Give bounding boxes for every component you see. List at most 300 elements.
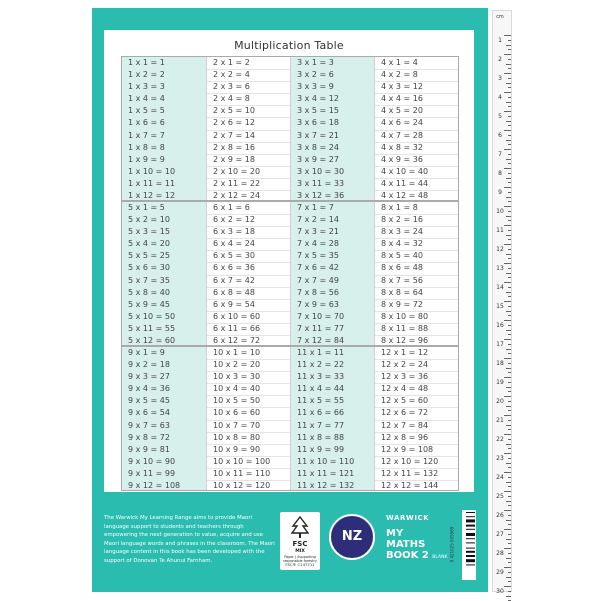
table-entry: 7 x 1 = 7 [297,203,334,212]
product-line-2: MATHS [386,539,426,550]
table-entry: 2 x 4 = 8 [213,94,250,104]
ruler-number: 11 [496,227,504,234]
ruler-tick [504,282,511,283]
table-entry: 5 x 2 = 10 [128,215,170,225]
ruler-tick [504,510,511,511]
ruler-subtick [508,239,511,240]
ruler-subtick [506,178,511,179]
table-entry: 6 x 12 = 72 [213,335,261,345]
ruler-number: 27 [496,531,504,538]
ruler-subtick [506,45,511,46]
fsc-logo [280,512,320,570]
ruler-subtick [506,368,511,369]
table-entry: 10 x 5 = 50 [213,396,261,406]
ruler-number: 29 [496,569,504,576]
ruler-subtick [506,444,511,445]
table-entry: 11 x 12 = 132 [297,480,355,490]
ruler-subtick [508,534,511,535]
ruler-tick [504,73,511,74]
ruler-subtick [508,287,511,288]
table-entry: 12 x 10 = 120 [381,456,439,466]
table-entry: 7 x 11 = 77 [297,323,345,333]
ruler-tick [504,415,511,416]
product-title [386,528,447,563]
table-entry: 3 x 2 = 6 [297,70,334,80]
fsc-label: FSC [292,540,308,548]
table-entry: 2 x 11 = 22 [213,178,261,188]
table-entry: 12 x 12 = 144 [381,480,439,490]
table-entry: 11 x 8 = 88 [297,432,345,442]
table-entry: 4 x 12 = 48 [381,190,429,200]
table-entry: 8 x 4 = 32 [381,239,423,249]
product-line-1: MY [386,528,404,539]
table-entry: 4 x 1 = 4 [381,58,418,67]
ruler-number: 21 [496,417,504,424]
ruler-subtick [508,116,511,117]
ruler-subtick [508,353,511,354]
ruler-subtick [508,562,511,563]
table-entry: 5 x 4 = 20 [128,239,170,249]
table-entry: 7 x 12 = 84 [297,335,345,345]
table-entry: 1 x 3 = 3 [128,82,165,92]
table-block [121,346,459,491]
table-entry: 6 x 5 = 30 [213,251,255,261]
multiplication-sheet [104,30,474,492]
table-entry: 5 x 3 = 15 [128,227,170,237]
table-entry: 11 x 9 = 99 [297,444,345,454]
table-entry: 11 x 10 = 110 [297,456,355,466]
ruler-subtick [506,64,511,65]
ruler-subtick [508,543,511,544]
fsc-code: FSC® C147711 [285,562,315,567]
table-entry: 9 x 5 = 45 [128,396,170,406]
ruler-tick [504,187,511,188]
ruler-subtick [508,524,511,525]
table-entry: 12 x 4 = 48 [381,384,429,394]
table-entry: 5 x 6 = 30 [128,263,170,273]
ruler-subtick [508,477,511,478]
ruler-tick [504,92,511,93]
table-entry: 4 x 2 = 8 [381,70,418,80]
ruler-subtick [508,125,511,126]
table-entry: 1 x 2 = 2 [128,70,165,80]
ruler-subtick [506,539,511,540]
ruler-tick [504,567,511,568]
table-column [290,202,375,345]
table-entry: 8 x 1 = 8 [381,203,418,212]
table-entry: 3 x 10 = 30 [297,166,345,176]
ruler-subtick [506,121,511,122]
ruler-subtick [508,382,511,383]
ruler-subtick [508,97,511,98]
ruler-tick [504,320,511,321]
ruler-tick [504,206,511,207]
table-entry: 3 x 12 = 36 [297,190,345,200]
table-entry: 9 x 1 = 9 [128,348,165,357]
table-entry: 6 x 2 = 12 [213,215,255,225]
ruler-number: 3 [498,75,502,82]
ruler-number: 15 [496,303,504,310]
table-entry: 7 x 4 = 28 [297,239,339,249]
table-entry: 4 x 10 = 40 [381,166,429,176]
table-entry: 6 x 7 = 42 [213,275,255,285]
table-entry: 9 x 2 = 18 [128,360,170,370]
ruler-tick [504,548,511,549]
ruler-tick [504,35,511,36]
table-entry: 9 x 10 = 90 [128,456,176,466]
table-entry: 1 x 4 = 4 [128,94,165,104]
table-entry: 7 x 5 = 35 [297,251,339,261]
ruler-number: 30 [496,588,504,595]
ruler-subtick [506,425,511,426]
table-entry: 5 x 10 = 50 [128,311,176,321]
table-entry: 10 x 4 = 40 [213,384,261,394]
ruler-number: 18 [496,360,504,367]
table-entry: 8 x 9 = 72 [381,299,423,309]
table-entry: 12 x 7 = 84 [381,420,429,430]
table-entry: 10 x 8 = 80 [213,432,261,442]
ruler-subtick [508,87,511,88]
ruler-subtick [506,330,511,331]
ruler-subtick [506,83,511,84]
barcode-number: 9 421025 005989 [449,526,455,563]
table-entry: 6 x 4 = 24 [213,239,255,249]
ruler-subtick [508,458,511,459]
ruler-number: 16 [496,322,504,329]
table-entry: 1 x 6 = 6 [128,118,165,128]
ruler-subtick [508,40,511,41]
table-entry: 4 x 5 = 20 [381,106,423,116]
ruler-number: 9 [498,189,502,196]
table-entry: 10 x 6 = 60 [213,408,261,418]
table-entry: 9 x 7 = 63 [128,420,170,430]
ruler-subtick [508,363,511,364]
table-entry: 5 x 11 = 55 [128,323,176,333]
ruler-subtick [508,78,511,79]
ruler-subtick [506,596,511,597]
table-entry: 4 x 9 = 36 [381,154,423,164]
table-entry: 11 x 4 = 44 [297,384,345,394]
table-entry: 2 x 6 = 12 [213,118,255,128]
table-entry: 2 x 8 = 16 [213,142,255,152]
table-entry: 9 x 9 = 81 [128,444,170,454]
ruler-subtick [508,344,511,345]
ruler-number: 19 [496,379,504,386]
table-entry: 7 x 8 = 56 [297,287,339,297]
ruler-subtick [508,144,511,145]
table-entry: 1 x 5 = 5 [128,106,165,116]
table-entry: 8 x 8 = 64 [381,287,423,297]
table-entry: 3 x 5 = 15 [297,106,339,116]
table-entry: 11 x 7 = 77 [297,420,345,430]
table-entry: 9 x 12 = 108 [128,480,181,490]
table-entry: 4 x 7 = 28 [381,130,423,140]
table-entry: 7 x 10 = 70 [297,311,345,321]
table-block [121,201,459,346]
table-entry: 12 x 8 = 96 [381,432,429,442]
table-entry: 7 x 9 = 63 [297,299,339,309]
table-entry: 12 x 5 = 60 [381,396,429,406]
ruler-tick [504,339,511,340]
ruler-subtick [508,306,511,307]
table-entry: 2 x 3 = 6 [213,82,250,92]
ruler-subtick [508,106,511,107]
table-entry: 9 x 8 = 72 [128,432,170,442]
table-entry: 3 x 1 = 3 [297,58,334,67]
ruler-tick [504,472,511,473]
ruler-subtick [508,315,511,316]
table-column [290,347,375,490]
table-entry: 2 x 12 = 24 [213,190,261,200]
table-entry: 8 x 5 = 40 [381,251,423,261]
product-line-3: BOOK 2 BLANK [386,550,448,561]
ruler-subtick [506,387,511,388]
ruler-subtick [506,216,511,217]
ruler-subtick [508,429,511,430]
table-entry: 6 x 10 = 60 [213,311,261,321]
ruler-subtick [506,520,511,521]
barcode-bars-icon [462,510,476,580]
ruler-number: 26 [496,512,504,519]
table-entry: 4 x 3 = 12 [381,82,423,92]
table-entry: 4 x 6 = 24 [381,118,423,128]
table-entry: 3 x 6 = 18 [297,118,339,128]
ruler-subtick [508,249,511,250]
ruler-subtick [508,410,511,411]
table-entry: 2 x 5 = 10 [213,106,255,116]
table-entry: 1 x 11 = 11 [128,178,176,188]
ruler-number: 8 [498,170,502,177]
table-entry: 2 x 1 = 2 [213,58,250,67]
ruler-tick [504,168,511,169]
ruler-tick [504,263,511,264]
nz-badge-label: NZ [341,529,363,544]
ruler-subtick [508,325,511,326]
table-entry: 2 x 7 = 14 [213,130,255,140]
ruler-subtick [508,230,511,231]
ruler-subtick [508,515,511,516]
ruler-subtick [508,135,511,136]
ruler-subtick [508,496,511,497]
ruler-number: 13 [496,265,504,272]
table-entry: 7 x 2 = 14 [297,215,339,225]
ruler-tick [504,377,511,378]
table-block [121,56,459,201]
table-column [290,57,375,200]
table-entry: 12 x 11 = 132 [381,468,439,478]
table-entry: 3 x 8 = 24 [297,142,339,152]
table-column [122,57,206,200]
table-entry: 4 x 8 = 32 [381,142,423,152]
ruler-number: 10 [496,208,504,215]
table-entry: 11 x 3 = 33 [297,372,345,382]
table-column [374,347,459,490]
ruler-subtick [506,159,511,160]
table-entry: 6 x 9 = 54 [213,299,255,309]
ruler-subtick [508,173,511,174]
table-entry: 11 x 11 = 121 [297,468,355,478]
table-entry: 9 x 11 = 99 [128,468,176,478]
ruler-subtick [508,182,511,183]
ruler-subtick [508,401,511,402]
table-column [206,202,291,345]
ruler-subtick [508,211,511,212]
ruler-subtick [508,572,511,573]
table-entry: 11 x 5 = 55 [297,396,345,406]
ruler-subtick [508,68,511,69]
table-entry: 6 x 11 = 66 [213,323,261,333]
table-entry: 6 x 3 = 18 [213,227,255,237]
ruler-subtick [506,463,511,464]
brand-logo: WARWICK [386,514,430,522]
table-entry: 10 x 2 = 20 [213,360,261,370]
ruler-subtick [506,558,511,559]
ruler-tick [504,301,511,302]
ruler-subtick [508,49,511,50]
table-entry: 1 x 8 = 8 [128,142,165,152]
table-entry: 8 x 3 = 24 [381,227,423,237]
ruler-subtick [508,154,511,155]
ruler-tick [504,130,511,131]
table-entry: 2 x 10 = 20 [213,166,261,176]
ruler-number: 4 [498,94,502,101]
ruler-tick [504,453,511,454]
table-entry: 12 x 1 = 12 [381,348,429,357]
fsc-tree-icon [290,516,310,540]
table-entry: 8 x 11 = 88 [381,323,429,333]
footer-description: The Warwick My Learning Range aims to provide Maori language support to students and teachers through empowering the next generation to value, acquire and use Maori language words and phrases in the classroom. The Maori language content in this book has been developed with the support of Donovan Te Ahunui Farnham. [104,515,275,564]
table-entry: 2 x 2 = 4 [213,70,250,80]
ruler-number: 1 [498,37,502,44]
barcode [449,510,476,580]
ruler-subtick [508,258,511,259]
ruler-tick [504,434,511,435]
table-entry: 3 x 4 = 12 [297,94,339,104]
table-entry: 1 x 1 = 1 [128,58,165,67]
fsc-mix: MIX [295,549,305,554]
ruler-subtick [506,235,511,236]
ruler-subtick [508,296,511,297]
page-title: Multiplication Table [234,39,344,52]
ruler-subtick [506,406,511,407]
table-entry: 3 x 9 = 27 [297,154,339,164]
fsc-sub: Paper | Supporting responsible forestry [283,555,317,563]
table-entry: 5 x 7 = 35 [128,275,170,285]
ruler-number: 14 [496,284,504,291]
table-column [374,57,459,200]
table-entry: 7 x 3 = 21 [297,227,339,237]
table-entry: 10 x 7 = 70 [213,420,261,430]
table-entry: 10 x 11 = 110 [213,468,271,478]
ruler-subtick [508,391,511,392]
table-entry: 9 x 6 = 54 [128,408,170,418]
table-entry: 9 x 4 = 36 [128,384,170,394]
table-entry: 6 x 8 = 48 [213,287,255,297]
ruler-tick [504,54,511,55]
table-entry: 11 x 2 = 22 [297,360,345,370]
ruler-unit: cm [496,14,504,20]
table-entry: 4 x 4 = 16 [381,94,423,104]
ruler-number: 24 [496,474,504,481]
table-entry: 2 x 9 = 18 [213,154,255,164]
table-entry: 10 x 12 = 120 [213,480,271,490]
ruler-number: 5 [498,113,502,120]
table-entry: 3 x 3 = 9 [297,82,334,92]
ruler-number: 23 [496,455,504,462]
table-entry: 8 x 10 = 80 [381,311,429,321]
table-entry: 10 x 3 = 30 [213,372,261,382]
nz-badge [329,514,375,560]
ruler-subtick [508,505,511,506]
table-entry: 5 x 1 = 5 [128,203,165,212]
table-entry: 8 x 6 = 48 [381,263,423,273]
ruler-number: 22 [496,436,504,443]
table-column [206,57,291,200]
table-entry: 11 x 6 = 66 [297,408,345,418]
table-entry: 12 x 6 = 72 [381,408,429,418]
table-column [206,347,291,490]
ruler-subtick [508,439,511,440]
table-entry: 8 x 12 = 96 [381,335,429,345]
cover-footer [104,508,474,584]
table-entry: 3 x 7 = 21 [297,130,339,140]
ruler-number: 20 [496,398,504,405]
table-entry: 9 x 3 = 27 [128,372,170,382]
table-column [122,347,206,490]
table-entry: 1 x 10 = 10 [128,166,176,176]
ruler-tick [504,111,511,112]
ruler-subtick [508,59,511,60]
ruler-tick [504,225,511,226]
table-column [374,202,459,345]
table-entry: 6 x 1 = 6 [213,203,250,212]
ruler-number: 28 [496,550,504,557]
table-entry: 8 x 7 = 56 [381,275,423,285]
ruler-subtick [508,163,511,164]
table-entry: 11 x 1 = 11 [297,348,345,357]
product-variant: BLANK [432,555,448,560]
ruler-subtick [508,192,511,193]
ruler-number: 7 [498,151,502,158]
ruler-number: 17 [496,341,504,348]
table-entry: 1 x 9 = 9 [128,154,165,164]
ruler-tick [504,149,511,150]
ruler-subtick [506,482,511,483]
ruler-subtick [506,273,511,274]
table-entry: 10 x 1 = 10 [213,348,261,357]
ruler-subtick [506,577,511,578]
ruler-tick [504,586,511,587]
table-entry: 3 x 11 = 33 [297,178,345,188]
ruler-subtick [506,349,511,350]
ruler-subtick [508,201,511,202]
ruler-subtick [506,102,511,103]
ruler-subtick [508,277,511,278]
ruler-tick [504,358,511,359]
ruler-subtick [508,420,511,421]
ruler-number: 2 [498,56,502,63]
ruler-subtick [508,581,511,582]
table-entry: 7 x 7 = 49 [297,275,339,285]
table-entry: 6 x 6 = 36 [213,263,255,273]
ruler-tick [504,529,511,530]
table-entry: 12 x 2 = 24 [381,360,429,370]
ruler-subtick [508,220,511,221]
table-entry: 4 x 11 = 44 [381,178,429,188]
ruler-subtick [506,292,511,293]
ruler-number: 25 [496,493,504,500]
table-entry: 5 x 5 = 25 [128,251,170,261]
